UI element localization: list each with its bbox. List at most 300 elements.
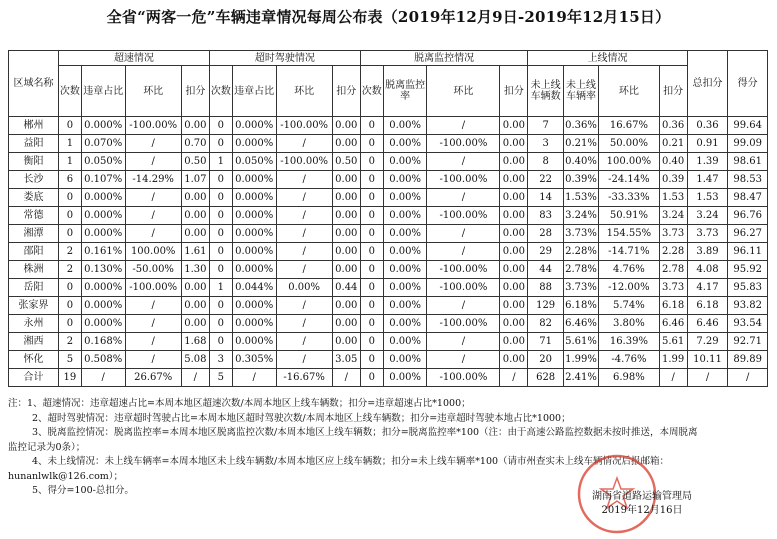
table-cell: 1.61 [181, 243, 209, 261]
table-cell: 0.39% [563, 171, 598, 189]
table-cell: 0.050% [232, 153, 276, 171]
table-cell: 92.71 [728, 333, 768, 351]
table-cell: 93.82 [728, 297, 768, 315]
header-row-fields [9, 66, 768, 117]
table-cell: 129 [528, 297, 563, 315]
table-cell: / [181, 369, 209, 387]
table-cell: 4.17 [687, 279, 728, 297]
table-cell: 0.36% [563, 117, 598, 135]
table-row [9, 189, 768, 207]
table-cell: 0.00% [383, 225, 427, 243]
table-cell: 0.00 [332, 189, 360, 207]
header-online-missing-count: 未上线车辆数 [528, 66, 563, 117]
table-cell: 3.73 [659, 279, 687, 297]
table-cell: 6.18% [563, 297, 598, 315]
table-cell: 5.08 [181, 351, 209, 369]
table-cell: 7 [528, 117, 563, 135]
table-cell: 0.00% [383, 333, 427, 351]
table-cell: 5 [209, 369, 232, 387]
note-5: 5、得分=100-总扣分。 [32, 485, 134, 496]
table-cell: 14 [528, 189, 563, 207]
region-cell: 常德 [9, 207, 59, 225]
table-cell: 0.00 [500, 153, 528, 171]
table-cell: / [427, 117, 500, 135]
table-cell: 3.73 [687, 225, 728, 243]
page-title: 全省“两客一危”车辆违章情况每周公布表（2019年12月9日-2019年12月15日） [106, 8, 671, 26]
table-cell: / [276, 243, 332, 261]
region-cell: 衡阳 [9, 153, 59, 171]
table-cell: 2 [58, 243, 81, 261]
table-cell: 0.00 [500, 351, 528, 369]
table-cell: 3.24 [659, 207, 687, 225]
table-cell: 0.00 [332, 261, 360, 279]
table-cell: / [276, 225, 332, 243]
table-row [9, 315, 768, 333]
table-cell: 0 [360, 261, 383, 279]
table-cell: 0 [58, 279, 81, 297]
table-cell: 1.30 [181, 261, 209, 279]
table-row [9, 279, 768, 297]
table-cell: 3.73% [563, 279, 598, 297]
table-cell: / [125, 351, 181, 369]
table-cell: 0.000% [232, 243, 276, 261]
table-cell: 95.83 [728, 279, 768, 297]
table-cell: 1.99% [563, 351, 598, 369]
table-cell: 0.00 [500, 315, 528, 333]
table-cell: 0.39 [659, 171, 687, 189]
table-cell: 22 [528, 171, 563, 189]
table-cell: 0.00 [332, 243, 360, 261]
note-3: 3、脱离监控情况：脱离监控率=本周本地区脱离监控次数/本周本地区上线车辆数；扣分=脱离监控率*100（注：由于高速公路监控数据未按时推送，本周脱离 [32, 427, 698, 438]
region-cell: 娄底 [9, 189, 59, 207]
table-cell: 0.070% [81, 135, 125, 153]
note-3-cont: 监控记录为0条）； [8, 441, 86, 453]
issuer-block [572, 490, 712, 518]
table-row [9, 351, 768, 369]
total-row [9, 369, 768, 387]
table-cell: 1.99 [659, 351, 687, 369]
table-cell: 0.000% [232, 297, 276, 315]
table-cell: 0.00 [500, 243, 528, 261]
table-cell: -100.00% [427, 207, 500, 225]
table-cell: 0.00% [383, 351, 427, 369]
table-cell: 0 [360, 117, 383, 135]
table-cell: -100.00% [427, 261, 500, 279]
table-cell: / [125, 297, 181, 315]
table-cell: 0.36 [687, 117, 728, 135]
region-cell: 益阳 [9, 135, 59, 153]
table-cell: -100.00% [427, 279, 500, 297]
table-cell: -100.00% [125, 117, 181, 135]
table-cell: / [276, 315, 332, 333]
table-cell: / [276, 351, 332, 369]
table-cell: 0.130% [81, 261, 125, 279]
table-cell: / [125, 225, 181, 243]
table-cell: 3.89 [687, 243, 728, 261]
table-cell: / [427, 333, 500, 351]
table-cell: 20 [528, 351, 563, 369]
table-cell: -100.00% [427, 315, 500, 333]
table-cell: 0.44 [332, 279, 360, 297]
table-cell: / [332, 369, 360, 387]
table-row [9, 261, 768, 279]
table-cell: 0.00% [383, 297, 427, 315]
table-cell: 0 [360, 189, 383, 207]
table-cell: / [125, 189, 181, 207]
table-cell: 5.74% [599, 297, 659, 315]
table-cell: / [427, 225, 500, 243]
table-cell: / [232, 369, 276, 387]
table-row [9, 297, 768, 315]
table-cell: 1.53 [687, 189, 728, 207]
table-cell: 5.61 [659, 333, 687, 351]
table-cell: 0.000% [232, 207, 276, 225]
table-cell: 0.00 [332, 117, 360, 135]
table-cell: 83 [528, 207, 563, 225]
table-cell: 0.00 [181, 297, 209, 315]
table-cell: 0.21 [659, 135, 687, 153]
table-cell: 3.24 [687, 207, 728, 225]
table-cell: 0 [360, 297, 383, 315]
table-cell: 2.78 [659, 261, 687, 279]
table-cell: 0.000% [232, 189, 276, 207]
table-cell: 3.80% [599, 315, 659, 333]
table-cell: / [427, 243, 500, 261]
header-overtime-mom: 环比 [276, 66, 332, 117]
table-cell: 0.00 [500, 333, 528, 351]
table-cell: 0.40% [563, 153, 598, 171]
table-cell: 0.00 [181, 225, 209, 243]
table-cell: 0 [58, 297, 81, 315]
table-cell: 0 [209, 189, 232, 207]
table-cell: 0.00 [500, 135, 528, 153]
header-total-deduction: 总扣分 [687, 51, 728, 117]
table-cell: 0.107% [81, 171, 125, 189]
table-cell: 0.36 [659, 117, 687, 135]
table-cell: / [125, 333, 181, 351]
table-cell: 1.07 [181, 171, 209, 189]
table-cell: 0.00 [332, 225, 360, 243]
table-cell: 0.00 [332, 207, 360, 225]
table-cell: / [276, 171, 332, 189]
note-1: 注：1、超速情况：违章超速占比=本周本地区超速次数/本周本地区上线车辆数；扣分=违章超速占比*1000； [8, 398, 471, 409]
header-group-offline: 脱离监控情况 [360, 51, 528, 66]
table-cell: 1.53 [659, 189, 687, 207]
violation-report-table [8, 50, 768, 387]
table-cell: 0.00 [500, 297, 528, 315]
table-cell: -100.00% [276, 153, 332, 171]
header-region: 区域名称 [9, 51, 59, 117]
table-cell: 3 [209, 351, 232, 369]
table-cell: 1 [209, 279, 232, 297]
header-offline-mom: 环比 [427, 66, 500, 117]
table-cell: 0.70 [181, 135, 209, 153]
table-cell: 0.000% [232, 225, 276, 243]
table-cell: 4.08 [687, 261, 728, 279]
table-cell: 1 [58, 135, 81, 153]
table-row [9, 207, 768, 225]
region-cell: 湘潭 [9, 225, 59, 243]
header-speeding-deduction: 扣分 [181, 66, 209, 117]
table-cell: 6.18 [659, 297, 687, 315]
table-cell: 0.000% [81, 189, 125, 207]
table-cell: / [276, 189, 332, 207]
table-cell: 6.18 [687, 297, 728, 315]
table-cell: 1.47 [687, 171, 728, 189]
table-cell: 0.00 [500, 279, 528, 297]
table-cell: -24.14% [599, 171, 659, 189]
table-cell: -100.00% [276, 117, 332, 135]
table-cell: 3.24% [563, 207, 598, 225]
table-cell: 0.168% [81, 333, 125, 351]
table-cell: 0.000% [81, 297, 125, 315]
table-cell: 99.09 [728, 135, 768, 153]
table-cell: 0.00 [332, 297, 360, 315]
table-row [9, 117, 768, 135]
table-cell: / [427, 189, 500, 207]
table-cell: 0 [58, 207, 81, 225]
table-cell: 0.000% [232, 135, 276, 153]
region-cell: 岳阳 [9, 279, 59, 297]
header-speeding-count: 次数 [58, 66, 81, 117]
table-cell: 3.05 [332, 351, 360, 369]
table-cell: -100.00% [427, 171, 500, 189]
table-cell: 8 [528, 153, 563, 171]
table-cell: / [125, 315, 181, 333]
table-cell: 0.000% [81, 315, 125, 333]
table-cell: 0.00 [181, 279, 209, 297]
table-cell: -33.33% [599, 189, 659, 207]
table-cell: 98.61 [728, 153, 768, 171]
header-online-mom: 环比 [599, 66, 659, 117]
table-cell: 0 [209, 261, 232, 279]
header-speeding-mom: 环比 [125, 66, 181, 117]
table-cell: 0 [209, 315, 232, 333]
table-cell: / [81, 369, 125, 387]
table-cell: 0.000% [232, 333, 276, 351]
header-online-missing-rate: 未上线车辆率 [563, 66, 598, 117]
header-speeding-ratio: 违章占比 [81, 66, 125, 117]
table-cell: 16.67% [599, 117, 659, 135]
table-cell: 0.00 [332, 333, 360, 351]
region-cell: 永州 [9, 315, 59, 333]
table-cell: 88 [528, 279, 563, 297]
table-cell: 0.305% [232, 351, 276, 369]
table-cell: 0 [360, 225, 383, 243]
table-cell: 0.00 [500, 189, 528, 207]
table-cell: -100.00% [427, 369, 500, 387]
region-cell: 郴州 [9, 117, 59, 135]
table-cell: 0 [360, 171, 383, 189]
table-cell: 0.00 [500, 261, 528, 279]
table-cell: 0.161% [81, 243, 125, 261]
header-group-overtime: 超时驾驶情况 [209, 51, 360, 66]
region-cell: 邵阳 [9, 243, 59, 261]
table-cell: 0.000% [232, 117, 276, 135]
table-cell: 0.40 [659, 153, 687, 171]
header-overtime-deduction: 扣分 [332, 66, 360, 117]
table-row [9, 243, 768, 261]
table-cell: 0 [209, 225, 232, 243]
table-row [9, 333, 768, 351]
table-cell: 0.00 [181, 315, 209, 333]
table-cell: 1 [209, 153, 232, 171]
table-cell: 0.508% [81, 351, 125, 369]
note-4-cont: hunanlwlk@126.com）； [8, 470, 124, 482]
table-cell: / [125, 207, 181, 225]
table-cell: -14.29% [125, 171, 181, 189]
table-cell: 0.000% [232, 315, 276, 333]
note-4: 4、未上线情况：未上线车辆率=本周本地区未上线车辆数/本周本地区应上线车辆数；扣分=未上线车辆率*100（请市州查实未上线车辆情况后报邮箱： [32, 456, 670, 467]
table-cell: 95.92 [728, 261, 768, 279]
table-cell: / [125, 153, 181, 171]
table-cell: 0.00% [383, 189, 427, 207]
notes-prefix: 注： [8, 398, 28, 409]
table-cell: / [728, 369, 768, 387]
table-cell: 154.55% [599, 225, 659, 243]
issuer-date: 2019年12月16日 [601, 505, 683, 516]
table-cell: 96.27 [728, 225, 768, 243]
table-cell: 0 [360, 351, 383, 369]
table-cell: 0 [360, 135, 383, 153]
table-cell: 0 [58, 225, 81, 243]
table-cell: 16.39% [599, 333, 659, 351]
table-cell: 0.00 [181, 207, 209, 225]
table-cell: 0.000% [81, 117, 125, 135]
header-score: 得分 [728, 51, 768, 117]
table-cell: / [276, 207, 332, 225]
report-body [9, 117, 768, 387]
table-cell: 2 [58, 261, 81, 279]
table-cell: 0 [209, 135, 232, 153]
table-cell: 0 [209, 171, 232, 189]
table-cell: 100.00% [599, 153, 659, 171]
table-cell: 98.53 [728, 171, 768, 189]
table-cell: 0 [58, 189, 81, 207]
table-cell: 6.46 [659, 315, 687, 333]
header-offline-count: 次数 [360, 66, 383, 117]
table-cell: 26.67% [125, 369, 181, 387]
header-row-groups [9, 51, 768, 66]
table-cell: 0.00% [383, 315, 427, 333]
header-offline-rate: 脱离监控率 [383, 66, 427, 117]
table-cell: 0.000% [232, 171, 276, 189]
table-cell: 0.00% [383, 207, 427, 225]
table-cell: 3.73 [659, 225, 687, 243]
table-cell: 0 [58, 315, 81, 333]
table-cell: 0 [360, 243, 383, 261]
table-cell: 0 [360, 369, 383, 387]
table-cell: 0.00 [500, 117, 528, 135]
table-cell: 0.044% [232, 279, 276, 297]
table-cell: 0.00% [383, 243, 427, 261]
table-cell: 5.61% [563, 333, 598, 351]
table-cell: 0 [209, 333, 232, 351]
region-cell: 湘西 [9, 333, 59, 351]
table-cell: 93.54 [728, 315, 768, 333]
table-cell: -50.00% [125, 261, 181, 279]
table-cell: 0 [360, 153, 383, 171]
table-cell: -12.00% [599, 279, 659, 297]
table-cell: 6.46 [687, 315, 728, 333]
table-cell: 4.76% [599, 261, 659, 279]
table-cell: 50.91% [599, 207, 659, 225]
table-cell: 0.00% [383, 117, 427, 135]
table-cell: 1 [58, 153, 81, 171]
table-cell: 0.000% [232, 261, 276, 279]
table-cell: 0.00 [332, 171, 360, 189]
table-cell: 0.000% [81, 279, 125, 297]
table-cell: 6.46% [563, 315, 598, 333]
table-cell: -14.71% [599, 243, 659, 261]
header-overtime-count: 次数 [209, 66, 232, 117]
table-cell: -100.00% [427, 135, 500, 153]
table-cell: -100.00% [125, 279, 181, 297]
table-cell: -4.76% [599, 351, 659, 369]
region-cell: 张家界 [9, 297, 59, 315]
table-cell: -16.67% [276, 369, 332, 387]
table-cell: 0.00% [383, 261, 427, 279]
table-cell: / [276, 135, 332, 153]
table-cell: 0.91 [687, 135, 728, 153]
table-row [9, 171, 768, 189]
table-cell: 0.50 [332, 153, 360, 171]
table-row [9, 225, 768, 243]
table-cell: / [659, 369, 687, 387]
table-cell: / [427, 153, 500, 171]
table-cell: 0.050% [81, 153, 125, 171]
table-cell: 0.00 [500, 207, 528, 225]
header-offline-deduction: 扣分 [500, 66, 528, 117]
table-cell: 1.53% [563, 189, 598, 207]
region-cell: 长沙 [9, 171, 59, 189]
table-cell: 0.000% [81, 207, 125, 225]
table-cell: 5 [58, 351, 81, 369]
table-cell: 0.00 [181, 189, 209, 207]
table-cell: 0 [360, 207, 383, 225]
table-cell: 0 [209, 207, 232, 225]
table-cell: 2.41% [563, 369, 598, 387]
table-cell: 0.00% [383, 171, 427, 189]
table-cell: 0.50 [181, 153, 209, 171]
header-online-deduction: 扣分 [659, 66, 687, 117]
table-cell: / [427, 297, 500, 315]
note-2: 2、超时驾驶情况：违章超时驾驶占比=本周本地区超时驾驶次数/本周本地区上线车辆数；扣分=违章超时驾驶本地占比*1000； [32, 412, 571, 424]
region-cell: 株洲 [9, 261, 59, 279]
table-cell: 0 [360, 279, 383, 297]
table-cell: 0 [58, 117, 81, 135]
table-cell: 96.11 [728, 243, 768, 261]
table-cell: 0 [209, 243, 232, 261]
table-cell: 628 [528, 369, 563, 387]
table-cell: 0.00 [500, 225, 528, 243]
table-cell: 100.00% [125, 243, 181, 261]
table-cell: / [687, 369, 728, 387]
table-cell: 3 [528, 135, 563, 153]
issuer-org: 湖南省道路运输管理局 [592, 491, 692, 502]
table-cell: 28 [528, 225, 563, 243]
table-cell: 2.28 [659, 243, 687, 261]
table-cell: 6.98% [599, 369, 659, 387]
region-cell: 合计 [9, 369, 59, 387]
table-row [9, 153, 768, 171]
table-cell: / [500, 369, 528, 387]
table-cell: 0.00% [383, 369, 427, 387]
table-cell: 0.00 [332, 135, 360, 153]
table-cell: 99.64 [728, 117, 768, 135]
header-group-speeding: 超速情况 [58, 51, 209, 66]
table-cell: 3.73% [563, 225, 598, 243]
